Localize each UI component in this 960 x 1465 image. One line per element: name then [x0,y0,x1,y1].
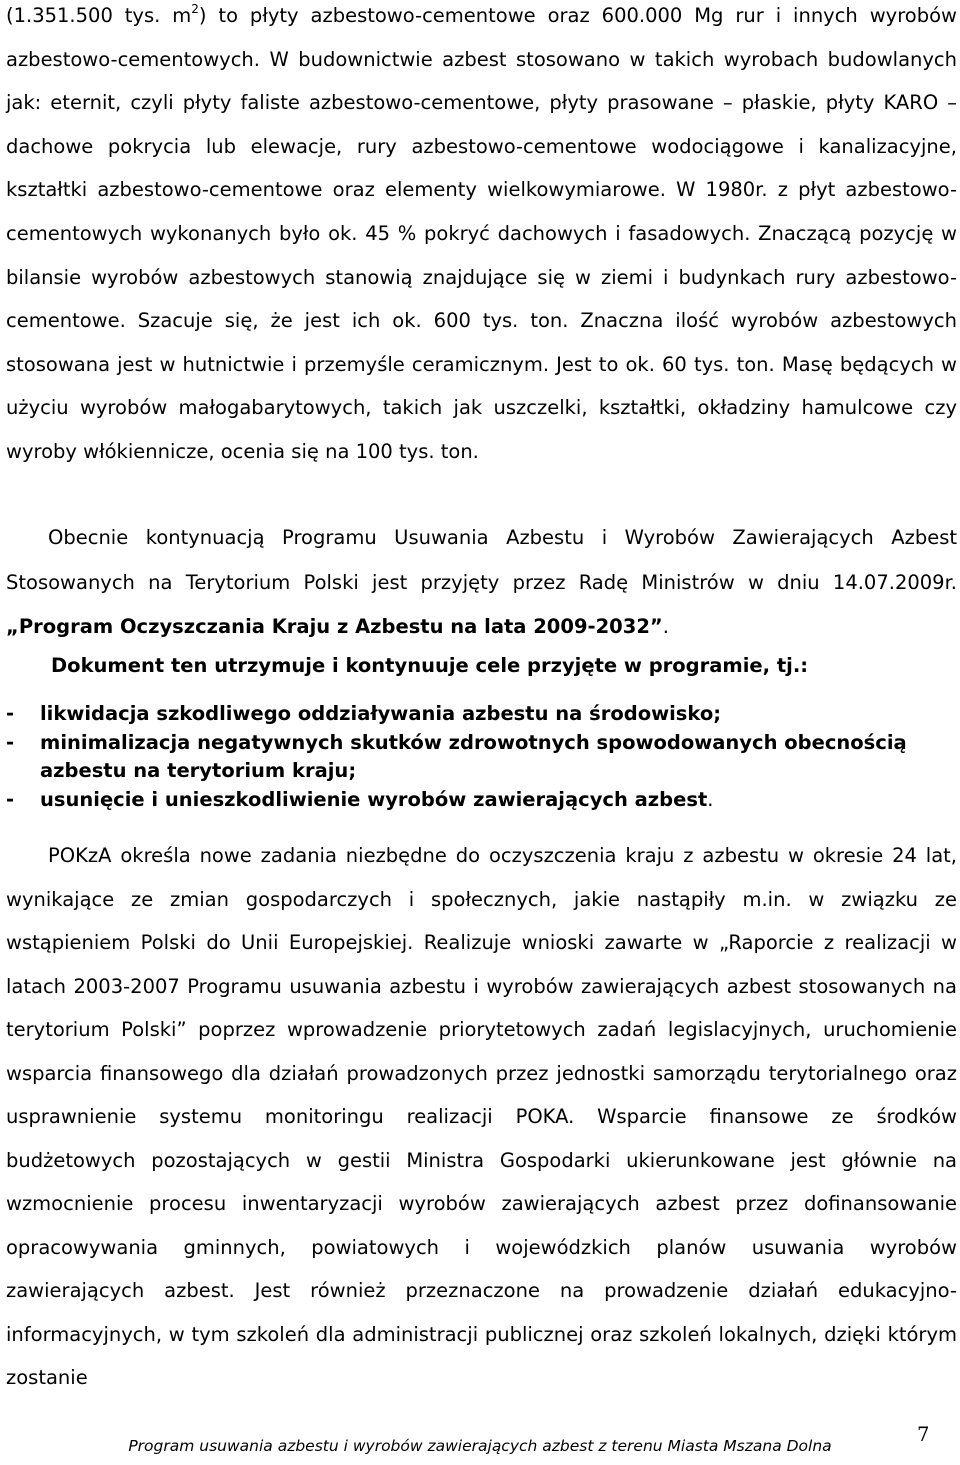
paragraph-asbestos-usage [6,0,957,474]
goal-text: usunięcie i unieszkodliwienie wyrobów zawierających azbest [40,787,708,811]
page-footer: Program usuwania azbestu i wyrobów zawierających azbest z terenu Miasta Mszana Dolna [128,1437,832,1455]
paragraph-program-end: . [662,615,669,638]
list-dash: - [6,787,15,811]
page-number: 7 [917,1423,930,1446]
paragraph-pokza [6,834,957,1400]
paragraph-intro-start: (1.351.500 tys. m [6,4,192,27]
goal-text: likwidacja szkodliwego oddziaływania azbestu na środowisko; [40,702,722,725]
program-title: „Program Oczyszczania Kraju z Azbestu na lata 2009-2032” [6,615,663,638]
paragraph-program-text: Obecnie kontynuacją Programu Usuwania Azbestu i Wyrobów Zawierających Azbest Stosowanych na Terytorium Polski jest przyjęty przez Radę Ministrów w dniu 14.07.2009r. [6,526,957,594]
program-goals-list [6,700,957,814]
paragraph-construction-body: W budownictwie azbest stosowano w takich wyrobach budowlanych jak: eternit, czyli płyty faliste azbestowo-cementowe, płyty prasowane – płaskie, płyty KARO – dachowe pokrycia lub elewacje, rury azbestowo-cementowe wodociągowe i kanalizacyjne, kształtki azbestowo-cementowe oraz elementy wielkowymiarowe. W 1980r. z płyt azbestowo-cementowych wykonanych było ok. 45 % pokryć dachowych i fasadowych. Znaczącą pozycję w bilansie wyrobów azbestowych stanowią znajdujące się w ziemi i budynkach rury azbestowo-cementowe. Szacuje się, że jest ich ok. 600 tys. ton. Znaczna ilość wyrobów azbestowych stosowana jest w hutnictwie i przemyśle ceramicznym. Jest to ok. 60 tys. ton. Masę będących w użyciu wyrobów małogabarytowych, takich jak uszczelki, kształtki, okładziny hamulcowe czy wyroby włókiennicze, ocenia się na 100 tys. ton. [6,47,957,463]
paragraph-program-continuation [6,516,957,650]
goal-text: minimalizacja negatywnych skutków zdrowotnych spowodowanych obecnością azbestu na terytorium kraju; [40,730,907,782]
list-item [6,700,957,729]
goal-end: . [707,787,714,811]
superscript-2: 2 [191,2,199,16]
paragraph-pokza-text: POKzA określa nowe zadania niezbędne do oczyszczenia kraju z azbestu w okresie 24 lat, wynikające ze zmian gospodarczych i społecznych, jakie nastąpiły m.in. w związku ze wstąpieniem Polski do Unii Europejskiej. Realizuje wnioski zawarte w „Raporcie z realizacji w latach 2003-2007 Programu usuwania azbestu i wyrobów zawierających azbest stosowanych na terytorium Polski” poprzez wprowadzenie priorytetowych zadań legislacyjnych, uruchomienie wsparcia finansowego dla działań prowadzonych przez jednostki samorządu terytorialnego oraz usprawnienie systemu monitoringu realizacji POKA. Wsparcie finansowe ze środków budżetowych pozostających w gestii Ministra Gospodarki ukierunkowane jest głównie na wzmocnienie procesu inwentaryzacji wyrobów zawierających azbest przez dofinansowanie opracowywania gminnych, powiatowych i wojewódzkich planów usuwania wyrobów zawierających azbest. Jest również przeznaczone na prowadzenie działań edukacyjno-informacyjnych, w tym szkoleń dla administracji publicznej oraz szkoleń lokalnych, dzięki którym zostanie [6,844,957,1389]
list-dash: - [6,702,15,725]
list-item [6,786,957,815]
paragraph-intro-end: ) to płyty azbestowo-cementowe oraz 600.000 Mg rur i innych wyrobów azbestowo-cementowych. [6,4,957,71]
list-item [6,729,957,786]
document-statement: Dokument ten utrzymuje i kontynuuje cele przyjęte w programie, tj.: [51,654,809,677]
list-dash: - [6,730,15,754]
